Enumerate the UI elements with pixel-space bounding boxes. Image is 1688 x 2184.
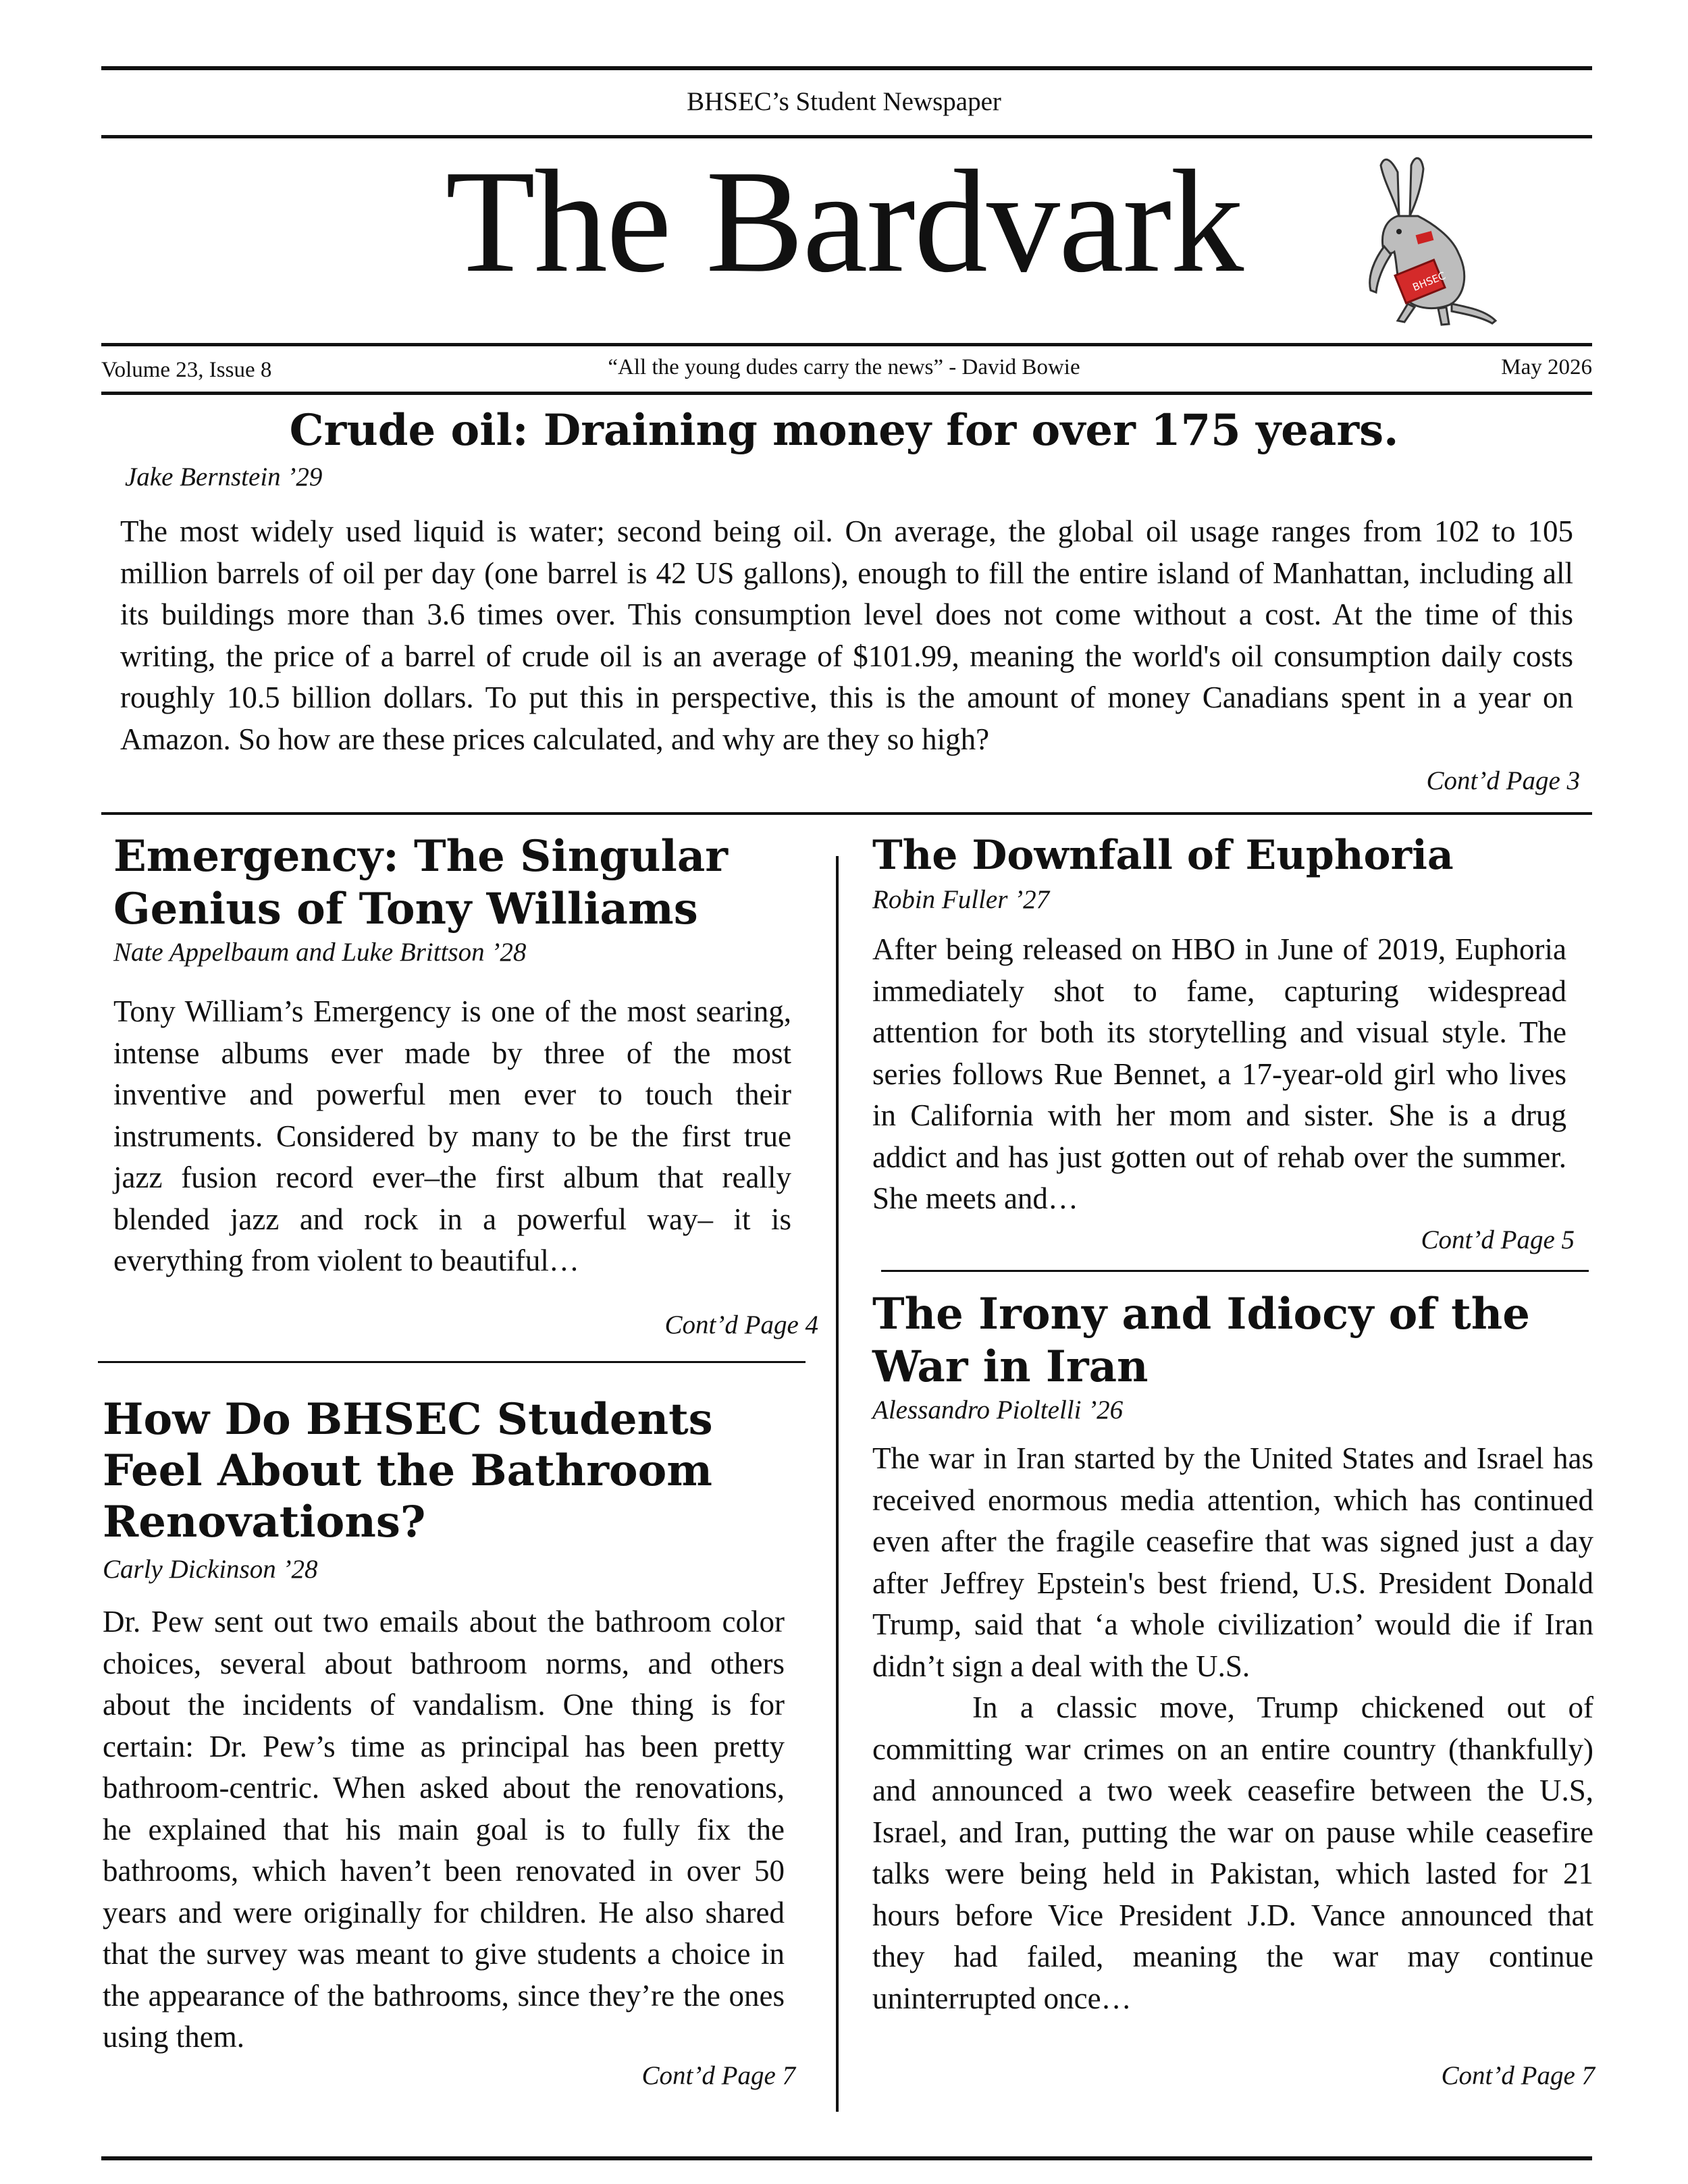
iran-headline: The Irony and Idiocy of the War in Iran bbox=[872, 1289, 1530, 1392]
oil-contd: Cont’d Page 3 bbox=[1426, 766, 1580, 795]
iran-body-paragraph-1: The war in Iran started by the United States and Israel has received enormous media attention, which has continued even after the fragile ceasefire that was signed just a day after Jeffrey Epstein's best friend, U.S. President Donald Trump, said that ‘a whole civilization’ would die if Iran didn’t sign a deal with the U.S. bbox=[872, 1441, 1593, 1683]
column-divider bbox=[836, 856, 839, 2112]
bathroom-body: Dr. Pew sent out two emails about the bathroom color choices, several about bathroom norms, and others about the incidents of vandalism. One thing is for certain: Dr. Pew’s time as principal has been pretty bathroom-centric. When asked about the renovations, he explained that his main goal is to fully fix the bathrooms, which haven’t been renovated in over 50 years and were originally for children. He also shared that the survey was meant to give students a choice in the appearance of the bathrooms, since they’re the ones using them. bbox=[103, 1605, 785, 2054]
iran-byline: Alessandro Pioltelli ’26 bbox=[872, 1395, 1124, 1424]
newspaper-title: The Bardvark bbox=[445, 140, 1243, 303]
iran-body bbox=[872, 1438, 1593, 2019]
emergency-byline: Nate Appelbaum and Luke Brittson ’28 bbox=[113, 938, 527, 967]
oil-byline: Jake Bernstein ’29 bbox=[125, 462, 323, 491]
oil-body: The most widely used liquid is water; second being oil. On average, the global oil usage ranges from 102 to 105 million barrels of oil per day (one barrel is 42 US gallons), enough to fill the entire island of Manhattan, including all its buildings more than 3.6 times over. This consumption level does not come without a cost. At the time of this writing, the price of a barrel of crude oil is an average of $101.99, meaning the world's oil consumption daily costs roughly 10.5 billion dollars. To put this in perspective, this is the amount of money Canadians spent in a year on Amazon. So how are these prices calculated, and why are they so high? bbox=[120, 514, 1573, 756]
euphoria-byline: Robin Fuller ’27 bbox=[872, 885, 1050, 914]
iran-body-paragraph-2: In a classic move, Trump chickened out of committing war crimes on an entire country (thankfully) and announced a two week ceasefire between the U.S, Israel, and Iran, putting the war on pause while ceasefire talks were being held in Pakistan, which lasted for 21 hours before Vice President J.D. Vance announced that they had failed, meaning the war may continue uninterrupted once… bbox=[872, 1690, 1593, 2015]
emergency-bottom-rule bbox=[98, 1361, 806, 1363]
svg-text:BHSEC: BHSEC bbox=[1410, 269, 1448, 294]
volume-issue: Volume 23, Issue 8 bbox=[101, 358, 272, 382]
emergency-body: Tony William’s Emergency is one of the most searing, intense albums ever made by three of the most inventive and powerful men ever to touch their instruments. Considered by many to be the first true jazz fusion record ever–the first album that really blended jazz and rock in a powerful way– it is everything from violent to beautiful… bbox=[113, 994, 791, 1277]
masthead-rule-lower bbox=[101, 392, 1592, 395]
iran-contd: Cont’d Page 7 bbox=[1441, 2061, 1595, 2090]
newspaper-subtitle: BHSEC’s Student Newspaper bbox=[687, 87, 1001, 116]
euphoria-body: After being released on HBO in June of 2019, Euphoria immediately shot to fame, capturing widespread attention for both its storytelling and visual style. The series follows Rue Bennet, a 17-year-old girl who lives in California with her mom and sister. She is a drug addict and has just gotten out of rehab over the summer. She meets and… bbox=[872, 932, 1566, 1215]
oil-headline: Crude oil: Draining money for over 175 years. bbox=[289, 405, 1399, 456]
aardvark-holding-book-icon bbox=[1357, 152, 1499, 327]
euphoria-bottom-rule bbox=[881, 1270, 1589, 1272]
emergency-contd: Cont’d Page 4 bbox=[664, 1310, 818, 1339]
bathroom-headline: How Do BHSEC Students Feel About the Bathroom Renovations? bbox=[103, 1394, 713, 1547]
motto: “All the young dudes carry the news” - David Bowie bbox=[608, 355, 1080, 379]
emergency-headline: Emergency: The Singular Genius of Tony Williams bbox=[113, 831, 728, 934]
bathroom-contd: Cont’d Page 7 bbox=[641, 2061, 795, 2090]
euphoria-contd: Cont’d Page 5 bbox=[1421, 1225, 1575, 1254]
bathroom-byline: Carly Dickinson ’28 bbox=[103, 1555, 318, 1584]
bottom-rule bbox=[101, 2156, 1592, 2160]
euphoria-headline: The Downfall of Euphoria bbox=[872, 832, 1454, 879]
oil-bottom-rule bbox=[101, 812, 1592, 815]
masthead-rule-upper bbox=[101, 343, 1592, 346]
subtitle-rule bbox=[101, 135, 1592, 138]
issue-date: May 2026 bbox=[1501, 355, 1592, 379]
top-rule bbox=[101, 66, 1592, 70]
